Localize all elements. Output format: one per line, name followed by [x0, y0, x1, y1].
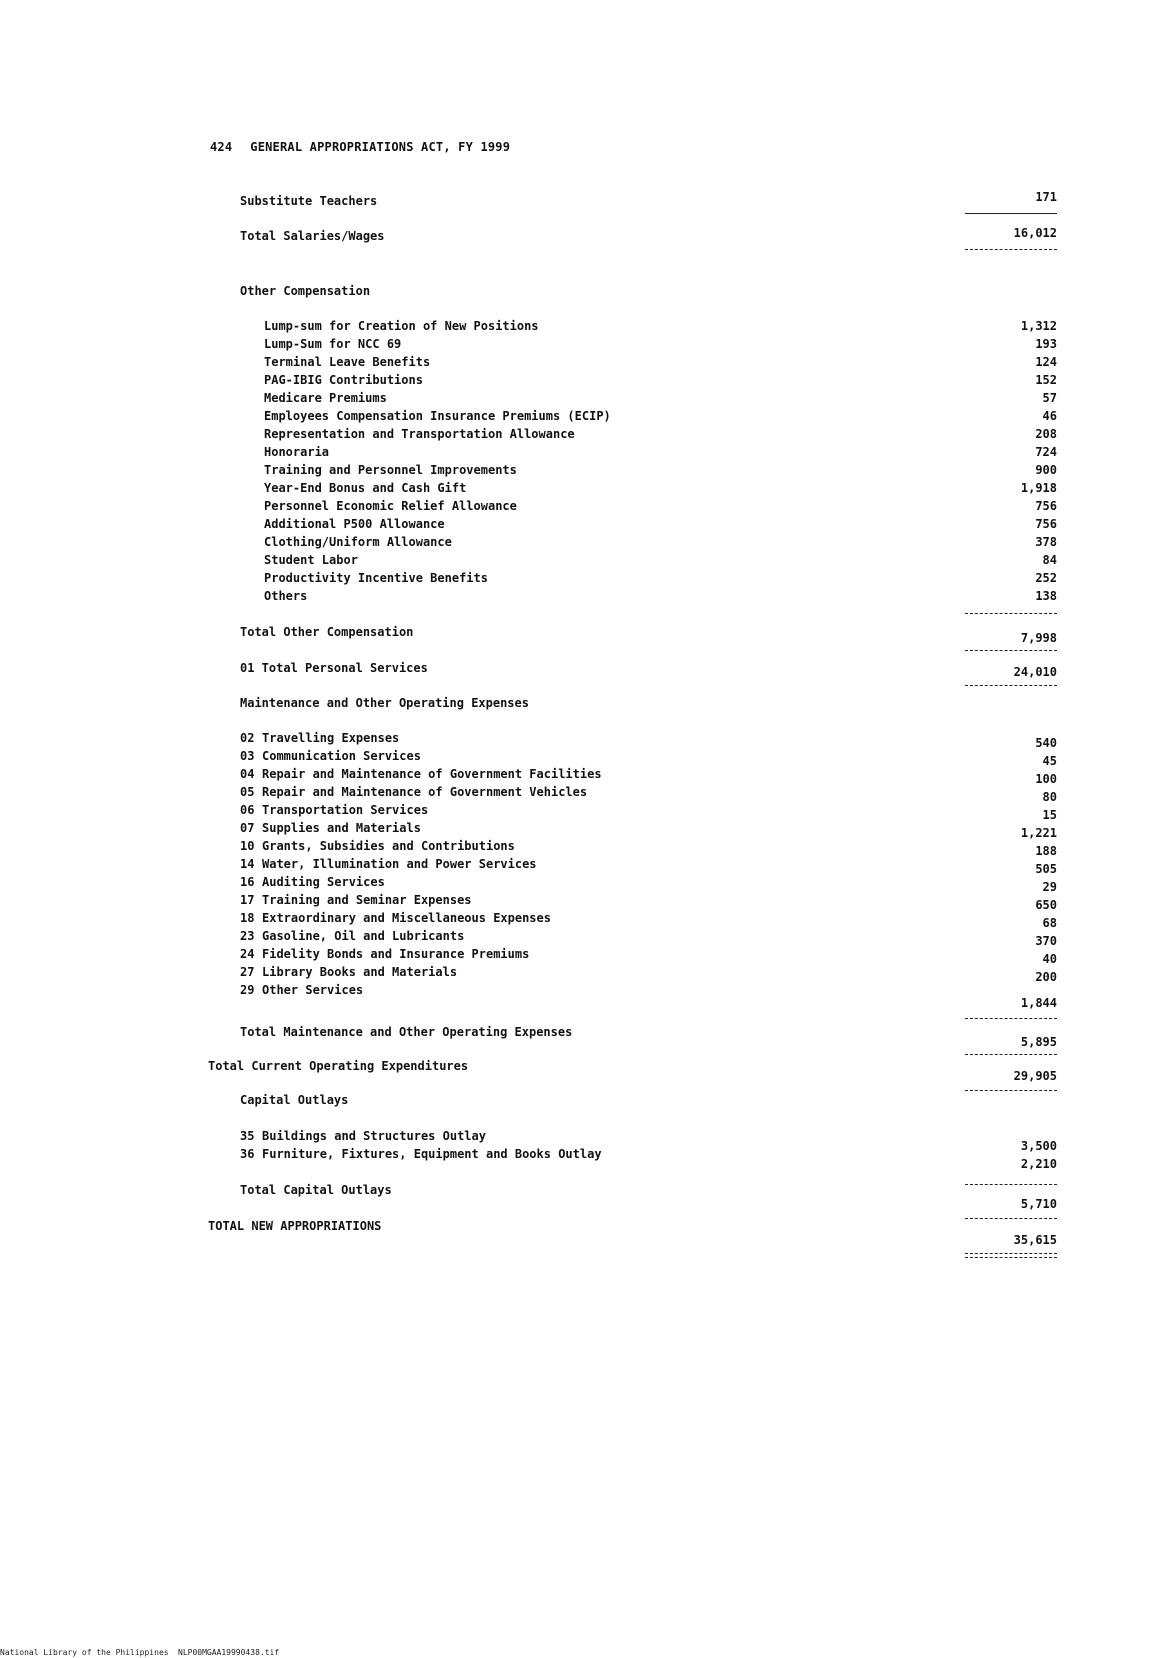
list-item-amount: 2,210	[1020, 1157, 1057, 1171]
item-label: Supplies and Materials	[262, 821, 421, 835]
rule	[965, 1184, 1057, 1185]
item-label: Gasoline, Oil and Lubricants	[262, 929, 465, 943]
list-item-amount: 200	[1035, 970, 1057, 984]
rule	[965, 1054, 1057, 1055]
list-item-amount: 724	[1035, 445, 1057, 459]
list-item-label: Employees Compensation Insurance Premiums (ECIP)	[264, 409, 611, 423]
double-rule	[965, 1253, 1057, 1258]
item-code: 29	[240, 983, 255, 997]
capital-total-amount: 5,710	[1020, 1197, 1057, 1211]
list-item-label	[240, 802, 428, 818]
list-item-amount: 370	[1035, 934, 1057, 948]
list-item-amount: 900	[1035, 463, 1057, 477]
page-number: 424	[210, 140, 233, 154]
list-item-label	[240, 946, 529, 962]
list-item-label: Representation and Transportation Allowance	[264, 427, 575, 441]
rule	[965, 1090, 1057, 1091]
item-code: 23	[240, 929, 255, 943]
item-code: 04	[240, 767, 255, 781]
list-item-label	[240, 856, 537, 872]
total-salaries-label: Total Salaries/Wages	[240, 229, 385, 243]
item-label: Water, Illumination and Power Services	[262, 857, 537, 871]
list-item-amount: 124	[1035, 355, 1057, 369]
list-item-label: Year-End Bonus and Cash Gift	[264, 481, 467, 495]
list-item-label	[240, 928, 464, 944]
grand-total-label: TOTAL NEW APPROPRIATIONS	[208, 1219, 382, 1233]
rule	[965, 650, 1057, 651]
item-code: 17	[240, 893, 255, 907]
list-item-amount: 505	[1035, 862, 1057, 876]
total-other-comp-amount: 7,998	[1020, 631, 1057, 645]
list-item-amount: 68	[1042, 916, 1057, 930]
item-code: 35	[240, 1129, 255, 1143]
rule	[965, 1218, 1057, 1219]
page-header	[210, 140, 528, 154]
list-item-amount: 756	[1035, 517, 1057, 531]
list-item-label: Others	[264, 589, 308, 603]
list-item-amount: 252	[1035, 571, 1057, 585]
item-code: 05	[240, 785, 255, 799]
capital-total-label: Total Capital Outlays	[240, 1183, 392, 1197]
list-item-label: Student Labor	[264, 553, 358, 567]
list-item-label: PAG-IBIG Contributions	[264, 373, 423, 387]
item-label: Other Services	[262, 983, 364, 997]
item-label: Training and Seminar Expenses	[262, 893, 472, 907]
mooe-heading: Maintenance and Other Operating Expenses	[240, 696, 529, 710]
footer-library: National Library of the Philippines	[0, 1648, 169, 1657]
list-item-label	[240, 964, 457, 980]
item-code: 24	[240, 947, 255, 961]
list-item-amount: 188	[1035, 844, 1057, 858]
list-item-amount: 138	[1035, 589, 1057, 603]
item-code: 02	[240, 731, 255, 745]
item-code: 14	[240, 857, 255, 871]
list-item-label	[240, 1128, 486, 1144]
list-item-label	[240, 892, 472, 908]
list-item-label: Personnel Economic Relief Allowance	[264, 499, 517, 513]
list-item-amount: 80	[1042, 790, 1057, 804]
list-item-label	[240, 748, 421, 764]
list-item-label	[240, 784, 587, 800]
list-item-amount: 84	[1042, 553, 1057, 567]
list-item-amount: 15	[1042, 808, 1057, 822]
list-item-label: Additional P500 Allowance	[264, 517, 445, 531]
list-item-amount: 1,918	[1020, 481, 1057, 495]
list-item-amount: 29	[1042, 880, 1057, 894]
item-code: 27	[240, 965, 255, 979]
rule	[965, 685, 1057, 686]
list-item-label	[240, 874, 385, 890]
list-item-amount: 152	[1035, 373, 1057, 387]
list-item-amount: 40	[1042, 952, 1057, 966]
item-label: Repair and Maintenance of Government Vehicles	[262, 785, 588, 799]
mooe-total-label: Total Maintenance and Other Operating Expenses	[240, 1025, 573, 1039]
list-item-label: Clothing/Uniform Allowance	[264, 535, 452, 549]
item-code: 06	[240, 803, 255, 817]
list-item-label	[240, 820, 421, 836]
list-item-label: Medicare Premiums	[264, 391, 387, 405]
item-label: Repair and Maintenance of Government Facilities	[262, 767, 602, 781]
list-item-amount: 46	[1042, 409, 1057, 423]
item-code: 03	[240, 749, 255, 763]
item-label: Library Books and Materials	[262, 965, 458, 979]
list-item-label: Honoraria	[264, 445, 330, 459]
rule	[965, 613, 1057, 614]
list-item-label: Lump-sum for Creation of New Positions	[264, 319, 539, 333]
list-item-amount: 193	[1035, 337, 1057, 351]
list-item-label: Productivity Incentive Benefits	[264, 571, 488, 585]
rule	[965, 249, 1057, 250]
current-total-amount: 29,905	[1013, 1069, 1057, 1083]
item-label: Auditing Services	[262, 875, 385, 889]
grand-total-amount: 35,615	[1013, 1233, 1057, 1247]
list-item-label: Terminal Leave Benefits	[264, 355, 431, 369]
item-label: Communication Services	[262, 749, 421, 763]
document-title: GENERAL APPROPRIATIONS ACT, FY 1999	[250, 140, 511, 154]
rule	[965, 1018, 1057, 1019]
substitute-label: Substitute Teachers	[240, 194, 378, 208]
mooe-total-amount: 5,895	[1020, 1035, 1057, 1049]
list-item-amount: 57	[1042, 391, 1057, 405]
list-item-amount: 540	[1035, 736, 1057, 750]
total-other-comp-label: Total Other Compensation	[240, 625, 414, 639]
list-item-label	[240, 910, 551, 926]
list-item-amount: 1,844	[1020, 996, 1057, 1010]
item-code: 07	[240, 821, 255, 835]
list-item-amount: 1,312	[1020, 319, 1057, 333]
personal-services-label: 01 Total Personal Services	[240, 661, 428, 675]
capital-heading: Capital Outlays	[240, 1093, 349, 1107]
list-item-label	[240, 982, 363, 998]
list-item-label	[240, 730, 399, 746]
item-code: 18	[240, 911, 255, 925]
list-item-amount: 378	[1035, 535, 1057, 549]
footer-file: NLP00MGAA19990438.tif	[178, 1648, 280, 1657]
list-item-amount: 208	[1035, 427, 1057, 441]
list-item-amount: 45	[1042, 754, 1057, 768]
list-item-label	[240, 1146, 602, 1162]
item-label: Buildings and Structures Outlay	[262, 1129, 486, 1143]
item-label: Grants, Subsidies and Contributions	[262, 839, 515, 853]
item-label: Fidelity Bonds and Insurance Premiums	[262, 947, 530, 961]
item-code: 10	[240, 839, 255, 853]
list-item-label: Lump-Sum for NCC 69	[264, 337, 402, 351]
list-item-amount: 3,500	[1020, 1139, 1057, 1153]
substitute-amount: 171	[1035, 190, 1057, 204]
item-code: 36	[240, 1147, 255, 1161]
current-total-label: Total Current Operating Expenditures	[208, 1059, 469, 1073]
item-label: Extraordinary and Miscellaneous Expenses	[262, 911, 551, 925]
personal-services-amount: 24,010	[1013, 665, 1057, 679]
list-item-amount: 100	[1035, 772, 1057, 786]
list-item-amount: 650	[1035, 898, 1057, 912]
item-label: Travelling Expenses	[262, 731, 400, 745]
item-label: Furniture, Fixtures, Equipment and Books Outlay	[262, 1147, 602, 1161]
list-item-label: Training and Personnel Improvements	[264, 463, 517, 477]
rule	[965, 213, 1057, 214]
list-item-amount: 756	[1035, 499, 1057, 513]
list-item-label	[240, 838, 515, 854]
total-salaries-amount: 16,012	[1013, 226, 1057, 240]
list-item-amount: 1,221	[1020, 826, 1057, 840]
item-label: Transportation Services	[262, 803, 429, 817]
item-code: 16	[240, 875, 255, 889]
list-item-label	[240, 766, 602, 782]
other-comp-heading: Other Compensation	[240, 284, 371, 298]
